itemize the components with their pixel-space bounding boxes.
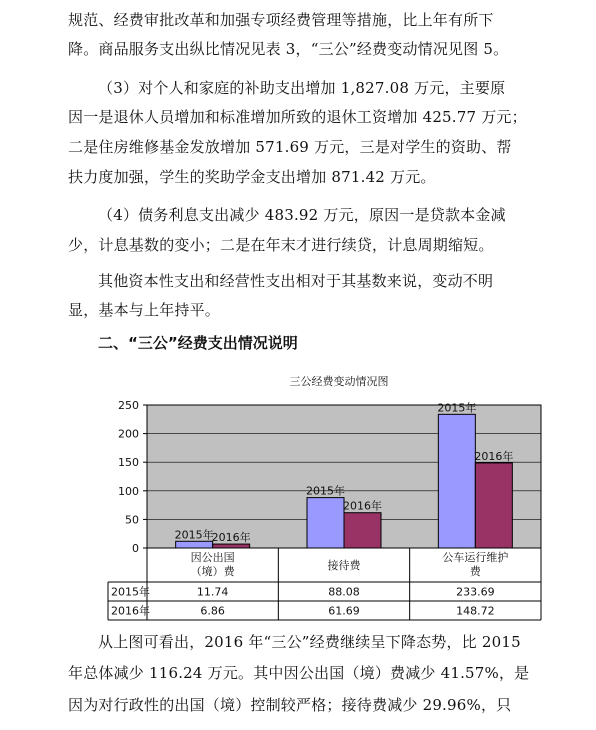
y-tick-label: 250 (118, 399, 139, 412)
table-row-label: 2015年 (111, 585, 150, 599)
paragraph-line: 因为对行政性的出国（境）控制较严格；接待费减少 29.96%，只 (68, 696, 512, 714)
bar-series-label: 2016年 (343, 499, 382, 513)
paragraph-line: 扶力度加强，学生的奖助学金支出增加 871.42 万元。 (68, 168, 436, 186)
table-value: 88.08 (328, 585, 360, 599)
paragraph-line: 少，计息基数的变小；二是在年末才进行续贷，计息周期缩短。 (68, 236, 494, 254)
paragraph-line: 降。商品服务支出纵比情况见表 3，“三公”经费变动情况见图 5。 (68, 40, 509, 58)
paragraph-line: 其他资本性支出和经营性支出相对于其基数来说，变动不明 (98, 272, 494, 290)
x-category-label: （境）费 (190, 565, 235, 578)
bar-series-label: 2015年 (437, 401, 477, 415)
y-tick-label: 50 (125, 513, 139, 527)
paragraph-line: 规范、经费审批改革和加强专项经费管理等措施，比上年有所下 (68, 11, 494, 29)
paragraph-line: 二是住房维修基金发放增加 571.69 万元，三是对学生的资助、帮 (68, 138, 512, 156)
table-value: 61.69 (328, 604, 360, 618)
bar (307, 498, 344, 548)
x-category-label: 接待费 (327, 559, 361, 572)
bar-series-label: 2015年 (306, 484, 345, 498)
paragraph-line: （4）债务利息支出减少 483.92 万元，原因一是贷款本金减 (98, 206, 506, 224)
bar (344, 513, 381, 548)
section-heading: 二、“三公”经费支出情况说明 (98, 334, 298, 352)
table-value: 148.72 (456, 604, 495, 618)
y-tick-label: 0 (132, 542, 139, 555)
paragraph-line: 因一是退休人员增加和标准增加所致的退休工资增加 425.77 万元； (68, 108, 527, 126)
table-value: 11.74 (196, 585, 229, 599)
bar (438, 414, 475, 548)
chart-title: 三公经费变动情况图 (289, 375, 389, 388)
paragraph-line: （3）对个人和家庭的补助支出增加 1,827.08 万元，主要原 (98, 79, 506, 97)
x-category-label: 费 (469, 565, 481, 578)
table-row-label: 2016年 (111, 604, 150, 618)
x-category-label: 因公出国 (190, 551, 235, 564)
y-tick-label: 150 (118, 456, 139, 470)
paragraph-line: 显，基本与上年持平。 (68, 301, 221, 319)
chart (100, 365, 550, 627)
bar (213, 544, 250, 548)
table-value: 6.86 (200, 604, 225, 618)
bar-series-label: 2016年 (474, 449, 514, 463)
paragraph-line: 从上图可看出，2016 年“三公”经费继续呈下降态势，比 2015 (98, 633, 521, 651)
paragraph-line: 年总体减少 116.24 万元。其中因公出国（境）费减少 41.57%，是 (68, 664, 530, 682)
y-tick-label: 200 (118, 427, 139, 441)
x-category-label: 公车运行维护 (442, 551, 509, 564)
table-value: 233.69 (456, 585, 495, 599)
bar (475, 463, 512, 548)
y-tick-label: 100 (118, 484, 139, 498)
bar-series-label: 2016年 (211, 531, 251, 545)
bar (176, 541, 213, 548)
bar-series-label: 2015年 (174, 528, 214, 542)
